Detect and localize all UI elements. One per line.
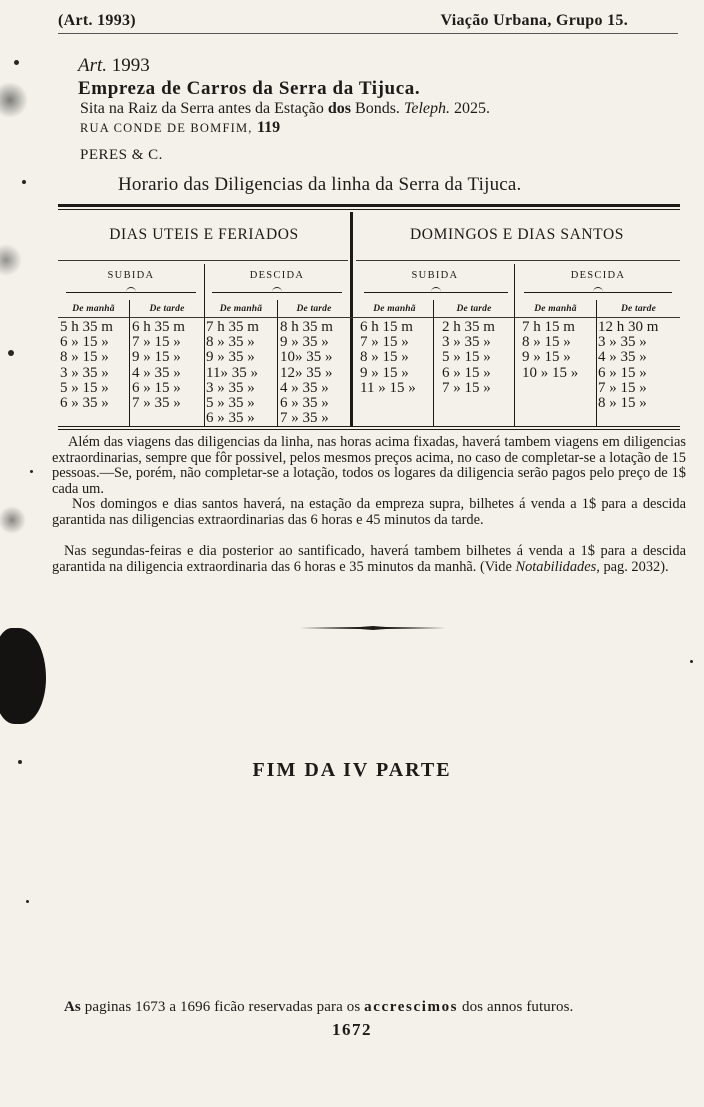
col-head-manha: De manhã <box>219 304 263 314</box>
times-weekday-down-morning: 7 h 35 m 8 » 35 » 9 » 35 » 11» 35 » 3 » 35 » 5 » 35 » 6 » 35 » <box>206 319 259 427</box>
group-descida-weekdays: DESCIDA <box>249 270 305 281</box>
group-subida-weekdays: SUBIDA <box>107 270 155 281</box>
col-head-tarde: De tarde <box>149 304 185 314</box>
group-descida-sundays: DESCIDA <box>570 270 626 281</box>
running-head <box>58 12 628 30</box>
times-sunday-up-morning: 6 h 15 m 7 » 15 » 8 » 15 » 9 » 15 » 11 » 15 » <box>360 319 416 396</box>
col-head-manha: De manhã <box>72 304 115 314</box>
article-number-value: 1993 <box>111 55 150 76</box>
page-number: 1672 <box>332 1020 372 1039</box>
column-divider <box>204 264 205 426</box>
col-head-manha: De manhã <box>373 304 416 314</box>
section-sundays: DOMINGOS E DIAS SANTOS <box>409 226 624 243</box>
table-center-divider <box>350 212 353 426</box>
times-weekday-down-afternoon: 8 h 35 m 9 » 35 » 10» 35 » 12» 35 » 4 » 35 » 6 » 35 » 7 » 35 » <box>280 319 333 427</box>
owners: PERES & C. <box>80 147 163 163</box>
ink-blot <box>0 628 46 724</box>
speck <box>690 660 693 663</box>
note-sunday-tickets: Nos domingos e dias santos haverá, na estação da empreza supra, bilhetes á venda a 1$ para a descida garantida nas diligencias extraordinarias das 6 horas e 45 minutos da tarde. <box>52 496 686 528</box>
table-top-rule <box>58 204 680 207</box>
footer-end: dos annos futuros. <box>461 999 574 1015</box>
speck <box>22 180 26 184</box>
footer-accrescimos: accrescimos <box>364 999 459 1015</box>
table-bottom-rule <box>58 426 680 427</box>
section-rule <box>58 260 348 261</box>
column-divider <box>596 300 597 426</box>
address-line-2 <box>80 119 280 137</box>
note-monday-tickets <box>52 544 686 575</box>
telephone-number: 2025. <box>454 100 491 117</box>
street-name: RUA CONDE DE BOMFIM, <box>80 121 253 135</box>
telephone-label: Teleph. <box>403 100 451 117</box>
speck <box>26 900 29 903</box>
column-divider <box>277 300 278 426</box>
note-reference: Notabilidades, <box>515 558 600 575</box>
table-top-rule-thin <box>58 209 680 210</box>
running-head-rule <box>58 33 678 34</box>
section-weekdays: DIAS UTEIS E FERIADOS <box>109 226 299 243</box>
running-head-article: (Art. 1993) <box>58 12 136 29</box>
brace <box>66 292 196 301</box>
speck <box>30 470 33 473</box>
address-bonds: Bonds. <box>355 100 400 117</box>
col-head-tarde: De tarde <box>296 304 332 314</box>
company-name: Empreza de Carros da Serra da Tijuca. <box>78 78 421 99</box>
times-weekday-up-afternoon: 6 h 35 m 7 » 15 » 9 » 15 » 4 » 35 » 6 » 15 » 7 » 35 » <box>132 319 185 412</box>
footer-text: paginas 1673 a 1696 ficão reservadas para os <box>84 999 361 1015</box>
article-label: Art. <box>78 55 108 76</box>
street-number: 119 <box>256 119 281 136</box>
col-head-tarde: De tarde <box>456 304 492 314</box>
ornament-rule <box>300 626 446 630</box>
part-end-title: FIM DA IV PARTE <box>252 759 452 781</box>
address-prefix: Sita na Raiz da Serra antes da Estação <box>80 100 324 117</box>
times-sunday-down-afternoon: 12 h 30 m 3 » 35 » 4 » 35 » 6 » 15 » 7 » 15 » 8 » 15 » <box>598 319 659 412</box>
speck <box>8 350 14 356</box>
footer-as: As <box>64 999 81 1015</box>
speck <box>14 60 19 65</box>
note-monday-text: Nas segundas-feiras e dia posterior ao santificado, haverá tambem bilhetes á venda a 1$ para a descida garantida na diligencia extraordinaria das 6 horas e 35 minutos da manhã. (Vide <box>52 543 686 575</box>
times-sunday-up-afternoon: 2 h 35 m 3 » 35 » 5 » 15 » 6 » 15 » 7 » 15 » <box>442 319 495 396</box>
note-reference-page: pag. 2032). <box>603 558 669 575</box>
times-weekday-up-morning: 5 h 35 m 6 » 15 » 8 » 15 » 3 » 35 » 5 » 15 » 6 » 35 » <box>60 319 113 412</box>
address-line-1 <box>80 100 490 118</box>
brace <box>364 292 508 301</box>
table-bottom-rule-2 <box>58 429 680 430</box>
group-subida-sundays: SUBIDA <box>411 270 459 281</box>
article-number <box>78 55 150 77</box>
times-sunday-down-morning: 7 h 15 m 8 » 15 » 9 » 15 » 10 » 15 » <box>522 319 579 381</box>
brace <box>524 292 672 301</box>
address-bold-word: dos <box>327 100 352 117</box>
header-rule <box>58 317 680 318</box>
col-head-manha: De manhã <box>534 304 577 314</box>
column-divider <box>129 300 130 426</box>
footer-note <box>64 999 573 1016</box>
schedule-title: Horario das Diligencias da linha da Serra da Tijuca. <box>118 174 522 195</box>
note-extra-trips: Além das viagens das diligencias da linha, nas horas acima fixadas, haverá tambem viagens em diligencias extraordinarias, sempre que fôr possivel, pelos mesmos preços acima, no caso de completar-se a lotação de 15 pessoas.—Se, porém, não completar-se a lotação, todos os logares da diligencia serão pagos pelo preço de 1$ cada um. <box>52 434 686 497</box>
column-divider <box>514 264 515 426</box>
col-head-tarde: De tarde <box>620 304 657 314</box>
running-head-section: Viação Urbana, Grupo 15. <box>440 12 628 29</box>
section-rule <box>356 260 680 261</box>
column-divider <box>433 300 434 426</box>
